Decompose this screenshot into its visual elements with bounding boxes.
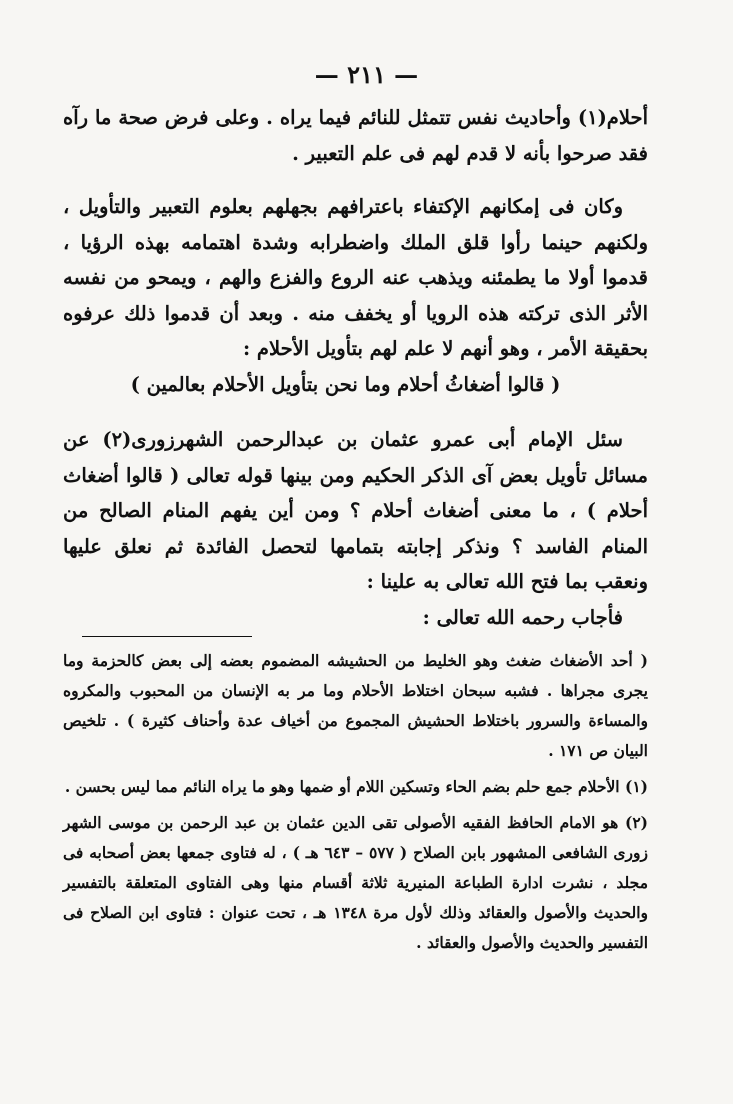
footnote-1: (١) الأحلام جمع حلم بضم الحاء وتسكين اللام أو ضمها وهو ما يراه النائم مما ليس بحسن .: [64, 777, 648, 796]
main-text: [63, 100, 648, 635]
paragraph-question: سئل الإمام أبى عمرو عثمان بن عبدالرحمن الشهرزورى(٢) عن مسائل تأويل بعض آى الذكر الحكيم ومن بينها قوله تعالى ( قالوا أضغاث أحلام ) ، ما معنى أضغاث أحلام ؟ ومن أين يفهم المنام الصالح من المنام الفاسد ؟ ونذكر إجابته بتمامها لتحصل الفائدة ثم نعلق عليها ونعقب بما فتح الله تعالى به علينا :: [63, 428, 648, 593]
paragraph-answer-intro: فأجاب رحمه الله تعالى :: [422, 605, 623, 629]
quran-verse: ( قالوا أضغاثُ أحلام وما نحن بتأويل الأحلام بعالمين ): [130, 372, 561, 396]
page-number: — ٢١١ —: [314, 60, 419, 89]
footnotes: [63, 646, 648, 964]
paragraph-interpretation: وكان فى إمكانهم الإكتفاء باعترافهم بجهلهم بعلوم التعبير والتأويل ، ولكنهم حينما رأوا قلق الملك واضطرابه وشدة اهتمامه بهذه الرؤيا ، قدموا أولا ما يطمئنه ويذهب عنه الروع والفزع والهم ، ويمحو من نفسه الأثر الذى تركته هذه الرويا أو يخفف منه . وبعد أن قدموا ذلك عرفوه بحقيقة الأمر ، وهو أنهم لا علم لهم بتأويل الأحلام :: [63, 195, 648, 360]
paragraph-opening: أحلام(١) وأحاديث نفس تتمثل للنائم فيما يراه . وعلى فرض صحة ما رآه فقد صرحوا بأنه لا قدم لهم فى علم التعبير .: [63, 106, 648, 165]
footnote-divider: [82, 636, 252, 637]
footnote-definition: ( أحد الأضغاث ضغث وهو الخليط من الحشيشه المضموم بعضه إلى بعض كالحزمة وما يجرى مجراها . فشبه سبحان اختلاط الأحلام وما مر به الإنسان من المحبوب والمكروه والمساءة والسرور باختلاط الحشيش المجموع من أخياف عدة وأحناف كثيرة ) . تلخيص البيان ص ١٧١ .: [63, 651, 648, 760]
footnote-2: (٢) هو الامام الحافظ الفقيه الأصولى تقى الدين عثمان بن عبد الرحمن بن موسى الشهر زورى الشافعى المشهور بابن الصلاح ( ٥٧٧ – ٦٤٣ هـ ) ، له فتاوى جمعها بعض أصحابه فى مجلد ، نشرت ادارة الطباعة المنيرية ثلاثة أقسام منها وهى الفتاوى المتعلقة بالتفسير والحديث والأصول والعقائد وذلك لأول مرة ١٣٤٨ هـ ، تحت عنوان : فتاوى ابن الصلاح فى التفسير والحديث والأصول والعقائد .: [63, 813, 649, 952]
